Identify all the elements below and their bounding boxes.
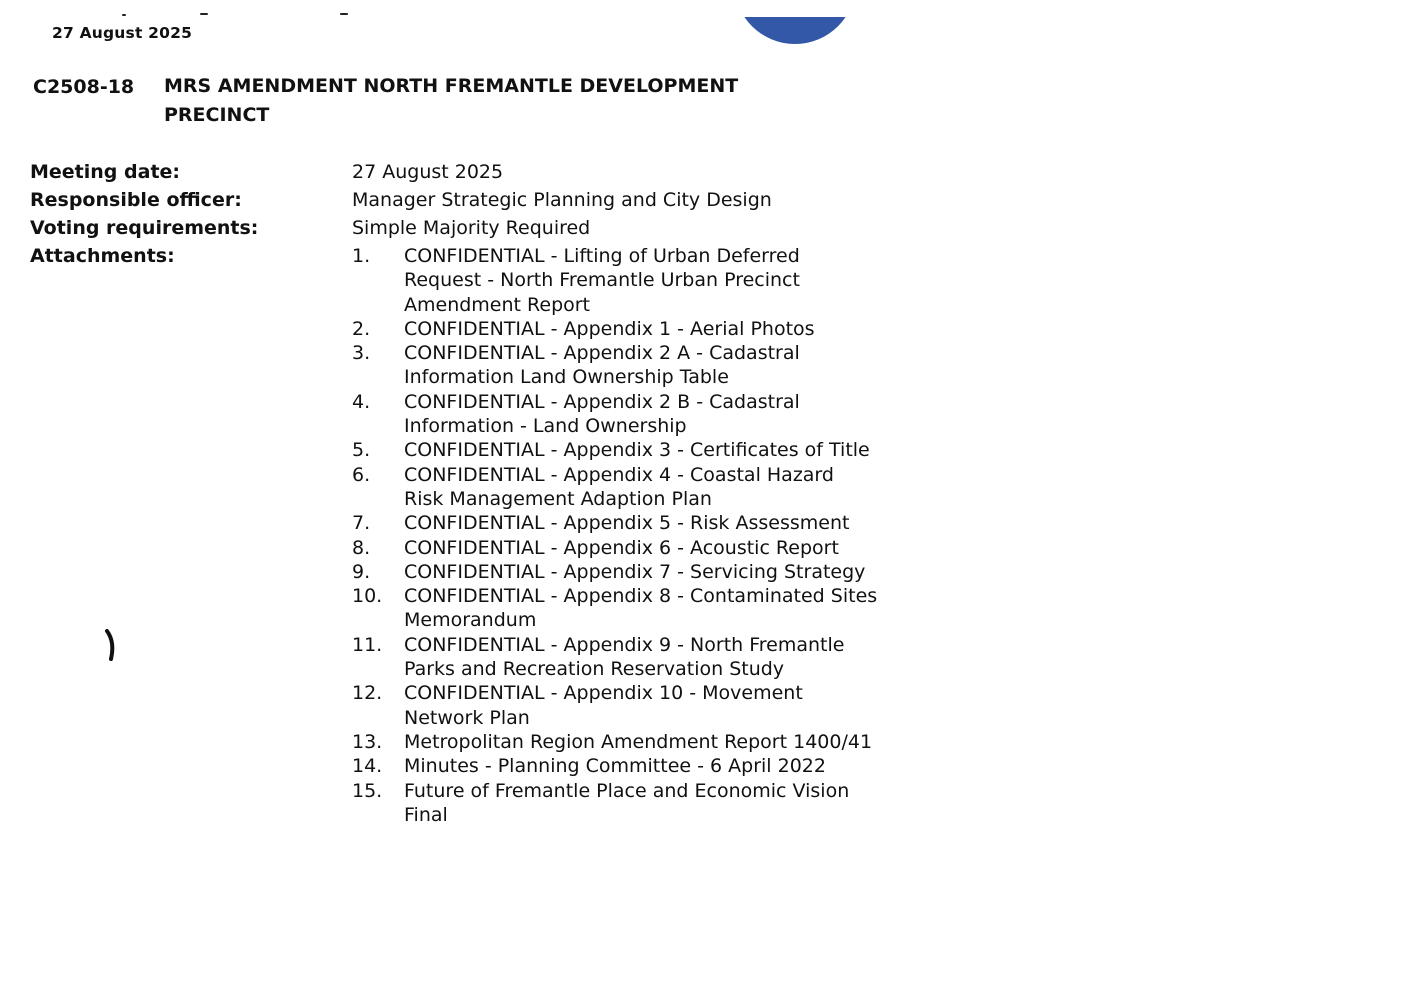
meeting-date-value: 27 August 2025 bbox=[352, 161, 504, 183]
attachment-number: 8. bbox=[352, 536, 371, 559]
attachment-number: 11. bbox=[352, 633, 383, 656]
attachment-title: CONFIDENTIAL - Appendix 2 A - Cadastral Information Land Ownership Table bbox=[404, 342, 800, 389]
attachment-title: Metropolitan Region Amendment Report 1400/41 bbox=[404, 730, 873, 753]
attachment-number: 1. bbox=[352, 245, 371, 267]
attachment-item bbox=[352, 341, 879, 390]
attachment-item bbox=[352, 681, 879, 730]
attachment-item bbox=[352, 463, 879, 512]
header-date: 27 August 2025 bbox=[52, 24, 193, 42]
item-title: MRS AMENDMENT NORTH FREMANTLE DEVELOPMENT PRECINCT bbox=[164, 75, 739, 126]
attachment-item bbox=[352, 633, 879, 682]
meeting-date-row bbox=[30, 158, 930, 186]
attachment-title: CONFIDENTIAL - Appendix 6 - Acoustic Report bbox=[404, 536, 839, 559]
attachment-title: CONFIDENTIAL - Appendix 3 - Certificates of Title bbox=[404, 439, 870, 462]
responsible-officer-value: Manager Strategic Planning and City Design bbox=[352, 189, 772, 211]
attachments-label: Attachments: bbox=[30, 245, 175, 267]
attachment-number: 12. bbox=[352, 682, 383, 705]
item-code: C2508-18 bbox=[33, 76, 135, 98]
attachment-number: 2. bbox=[352, 317, 371, 340]
responsible-officer-row bbox=[30, 186, 930, 214]
attachment-title: CONFIDENTIAL - Appendix 9 - North Fremantle Parks and Recreation Reservation Study bbox=[404, 633, 845, 681]
attachment-item bbox=[352, 560, 879, 584]
attachment-title: CONFIDENTIAL - Appendix 1 - Aerial Photos bbox=[404, 317, 815, 340]
attachment-item bbox=[352, 390, 879, 439]
attachment-title: Future of Fremantle Place and Economic Vision Final bbox=[404, 779, 850, 826]
attachment-item bbox=[352, 536, 879, 560]
attachments-list bbox=[352, 244, 912, 827]
voting-requirements-value: Simple Majority Required bbox=[352, 217, 591, 239]
attachment-title: CONFIDENTIAL - Appendix 8 - Contaminated Sites Memorandum bbox=[404, 585, 878, 632]
attachment-title: Minutes - Planning Committee - 6 April 2022 bbox=[404, 755, 826, 778]
meeting-date-label: Meeting date: bbox=[30, 161, 181, 183]
attachment-title: CONFIDENTIAL - Appendix 2 B - Cadastral Information - Land Ownership bbox=[404, 390, 800, 438]
attachment-item bbox=[352, 730, 879, 754]
attachment-title: CONFIDENTIAL - Appendix 5 - Risk Assessment bbox=[404, 512, 850, 535]
attachment-title: CONFIDENTIAL - Appendix 10 - Movement Network Plan bbox=[404, 682, 803, 729]
attachment-number: 3. bbox=[352, 342, 371, 365]
attachment-item bbox=[352, 779, 879, 828]
attachment-title: CONFIDENTIAL - Appendix 4 - Coastal Hazard Risk Management Adaption Plan bbox=[404, 463, 834, 510]
attachment-item bbox=[352, 584, 879, 633]
attachment-number: 5. bbox=[352, 439, 371, 462]
attachment-title: CONFIDENTIAL - Appendix 7 - Servicing Strategy bbox=[404, 560, 866, 583]
attachment-number: 9. bbox=[352, 560, 371, 583]
attachment-number: 7. bbox=[352, 512, 371, 535]
attachment-number: 14. bbox=[352, 755, 383, 778]
attachment-number: 10. bbox=[352, 585, 383, 608]
attachment-item bbox=[352, 317, 879, 341]
voting-requirements-row bbox=[30, 214, 930, 242]
attachment-item bbox=[352, 438, 879, 462]
attachment-number: 4. bbox=[352, 390, 371, 413]
attachment-item bbox=[352, 511, 879, 535]
responsible-officer-label: Responsible officer: bbox=[30, 189, 242, 211]
attachment-item bbox=[352, 754, 879, 778]
pen-stroke-mark bbox=[104, 628, 118, 662]
attachment-number: 15. bbox=[352, 779, 383, 802]
voting-requirements-label: Voting requirements: bbox=[30, 217, 259, 239]
cut-off-header-text bbox=[0, 12, 400, 20]
attachment-item bbox=[352, 244, 879, 317]
attachment-title: CONFIDENTIAL - Lifting of Urban Deferred Request - North Fremantle Urban Precinct Amendment Report bbox=[404, 245, 800, 316]
attachment-number: 6. bbox=[352, 463, 371, 486]
attachment-number: 13. bbox=[352, 730, 383, 753]
